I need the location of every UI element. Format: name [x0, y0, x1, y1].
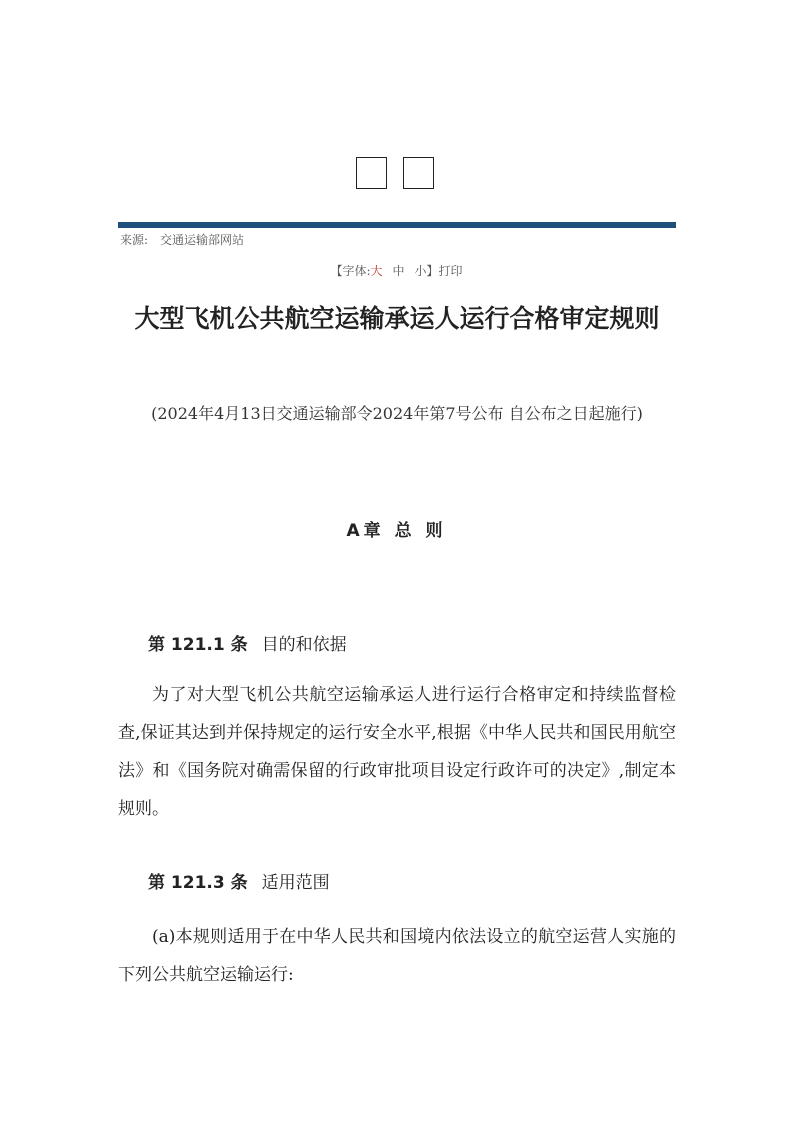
source-value: 交通运输部网站 [160, 233, 245, 247]
site-logo [356, 157, 438, 191]
document-subtitle: (2024年4月13日交通运输部令2024年第7号公布 自公布之日起施行) [151, 404, 643, 423]
article-name: 目的和依据 [261, 635, 347, 655]
header-divider-bar [118, 222, 676, 228]
font-size-large-link[interactable]: 大 [370, 264, 383, 278]
logo-box-left [356, 157, 387, 189]
font-size-small-link[interactable]: 小 [414, 264, 427, 278]
document-title: 大型飞机公共航空运输承运人运行合格审定规则 [134, 304, 660, 333]
font-label: 【字体: [330, 264, 371, 278]
source-line [120, 231, 244, 248]
article-heading [148, 630, 347, 655]
logo-box-right [403, 157, 434, 189]
article-number: 第 121.3 条 [148, 873, 248, 893]
article-heading [148, 868, 330, 893]
article-paragraph: (a)本规则适用于在中华人民共和国境内依法设立的航空运营人实施的下列公共航空运输运行: [118, 927, 676, 985]
article-paragraph: 为了对大型飞机公共航空运输承运人进行运行合格审定和持续监督检查,保证其达到并保持规定的运行安全水平,根据《中华人民共和国民用航空法》和《国务院对确需保留的行政审批项目设定行政许可的决定》,制定本规则。 [118, 685, 676, 819]
article-number: 第 121.1 条 [148, 635, 248, 655]
chapter-heading: A章 总 则 [346, 521, 447, 541]
print-link[interactable]: 打印 [438, 264, 463, 278]
source-label: 来源: [120, 233, 149, 247]
font-size-medium-link[interactable]: 中 [392, 264, 405, 278]
font-size-controls [0, 262, 793, 279]
article-name: 适用范围 [261, 873, 330, 893]
font-controls-close: 】 [426, 264, 439, 278]
